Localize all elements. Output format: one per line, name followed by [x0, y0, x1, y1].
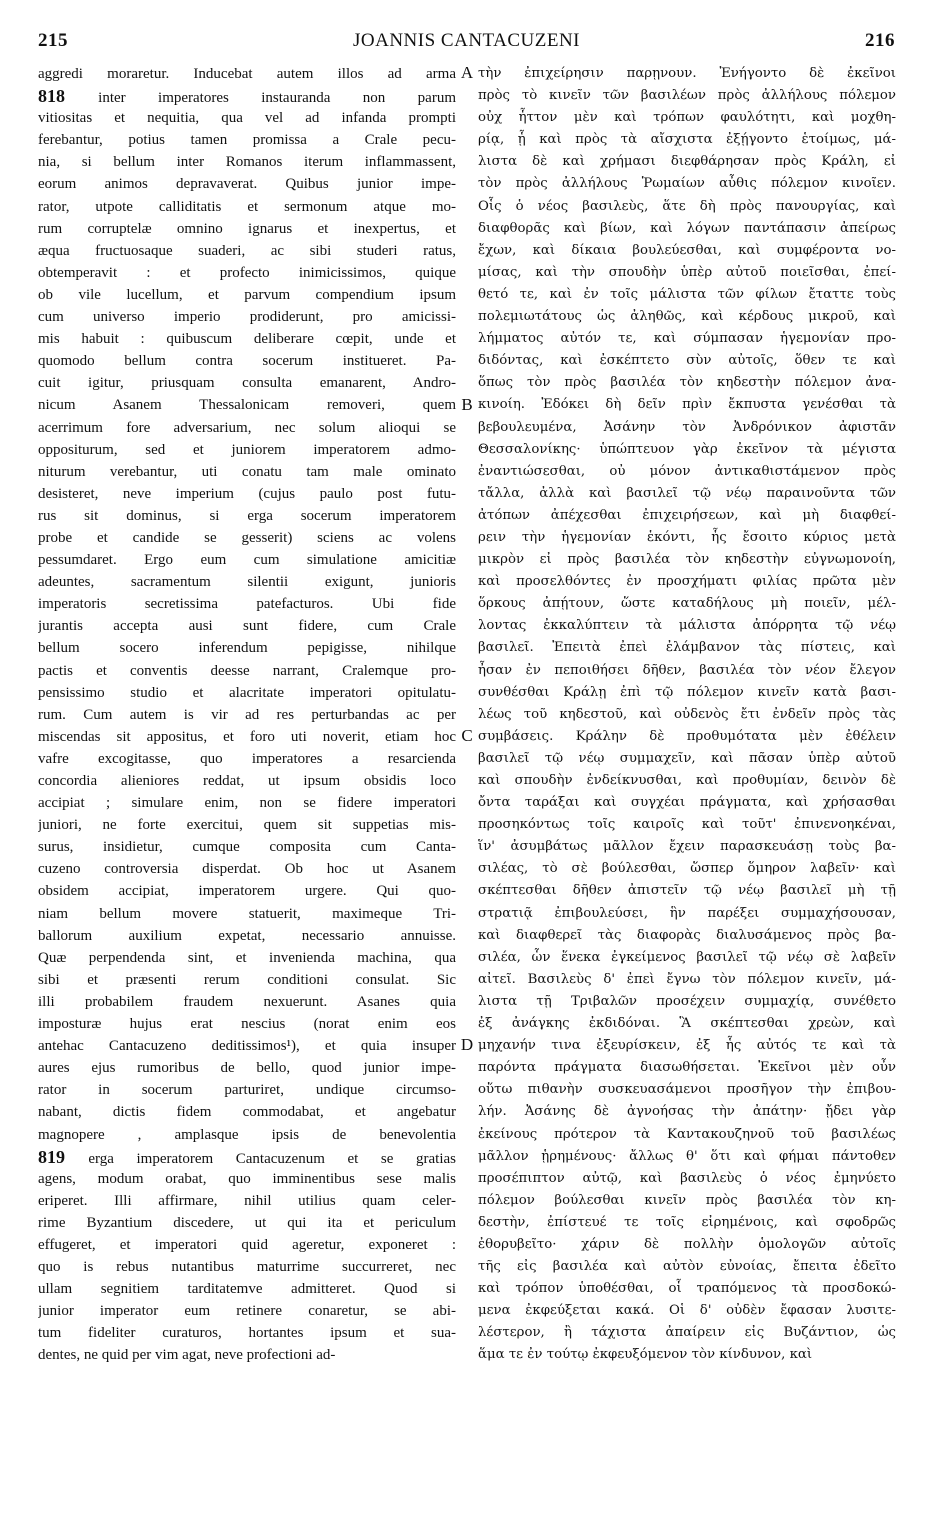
greek-text-line [478, 1168, 896, 1190]
latin-text-line [38, 704, 456, 726]
greek-line-text: σκέπτεσθαι δῆθεν ἀπιστεῖν τῷ νέῳ βασιλεῖ μὴ τῇ [478, 883, 896, 899]
greek-line-text: λέως τοῦ κηδεστοῦ, καὶ οὐδενὸς ἔτι ἐνδεῖν πρὸς τὰς [478, 706, 896, 722]
latin-line-text: illi probabilem fraudem nexuerunt. Asanes quia [38, 993, 456, 1010]
latin-line-text: aures ejus rumoribus de bello, quod junior impe- [38, 1060, 456, 1077]
greek-text-line [478, 1300, 896, 1322]
latin-text-line [38, 1256, 456, 1278]
greek-line-text: ἦσαν ἐν πεποιθήσει δῆθεν, βασιλέα τὸν νέον ἔλεγον [478, 662, 896, 678]
greek-text-line [478, 726, 896, 748]
greek-line-text: προσέπιπτον αὐτῷ, καὶ βασιλεὺς ὁ νέος ἐμηνύετο [478, 1170, 896, 1186]
latin-line-text: niam bellum movere statuerit, maximeque Tri- [38, 905, 456, 922]
latin-text-line [38, 1035, 456, 1057]
greek-line-text: λιστα τῇ Τριβαλῶν προσέχειν συμμαχίᾳ, συνέθετο [478, 993, 896, 1009]
latin-line-text: aggredi moraretur. Inducebat autem illos ad arma [38, 66, 456, 82]
latin-text-line [38, 1322, 456, 1344]
latin-line-text: ferebantur, potius tamen promissa a Crale pecu- [38, 132, 456, 149]
greek-text-line [478, 527, 896, 549]
greek-line-text: συνθέσθαι Κράλῃ ἐπὶ τῷ πόλεμον κινεῖν κατὰ βασι- [478, 684, 896, 700]
greek-line-text: ἐξ ἀνάγκης ἐκδιδόναι. Ἃ σκέπτεσθαι χρεὼν, καὶ [478, 1016, 896, 1032]
greek-line-text: ὄντα ταράξαι καὶ συγχέαι πράγματα, καὶ χρήσασθαι [478, 795, 896, 811]
greek-text-line [478, 770, 896, 792]
greek-line-text: κινοίη. Ἐδόκει δὴ δεῖν πρὶν ἔκπυστα γενέσθαι τὰ [478, 397, 896, 413]
greek-text-line [478, 1057, 896, 1079]
latin-text-line [38, 571, 456, 593]
greek-text-line [478, 925, 896, 947]
latin-line-text: jurantis accepta ausi sunt fidere, cum Crale [38, 618, 456, 635]
latin-text-line [38, 593, 456, 615]
latin-line-text: quo is rebus nutantibus maturrime succurreret, nec [38, 1259, 456, 1276]
greek-text-line [478, 814, 896, 836]
latin-text-line [38, 85, 456, 107]
greek-text-line [478, 947, 896, 969]
latin-line-text: effugeret, et imperatori quid ageretur, exponeret : [38, 1236, 456, 1253]
line-number: 819 [38, 1146, 89, 1167]
greek-line-text: ἐκείνους πρότερον τὰ Καντακουζηνοῦ τοῦ βασιλέως [478, 1126, 896, 1142]
greek-line-text: μᾶλλον ᾑρημένους· ἄλλως θ' ὅτι καὶ φήμαι πάντοθεν [478, 1148, 896, 1164]
latin-line-text: pactis et conventis deesse narrant, Cralemque pro- [38, 662, 456, 679]
latin-line-text: sibi et præsenti rerum conditioni consulat. Sic [38, 971, 456, 988]
latin-text-line [38, 63, 456, 85]
greek-line-text: καὶ σπουδὴν ἐνδείκνυσθαι, καὶ προθυμίαν, δεινὸν δὲ [478, 773, 896, 788]
greek-text-line [478, 1013, 896, 1035]
greek-line-text: ἔχων, καὶ δίκαια βουλεύεσθαι, καὶ συμφέροντα νο- [478, 242, 896, 258]
latin-line-text: rator in socerum parturiret, undique circumso- [38, 1082, 456, 1099]
greek-line-text: συμβάσεις. Κράλην δὲ προθυμότατα μὲν ἐθέλειν [478, 728, 896, 744]
greek-line-text: λήν. Ἀσάνης δὲ ἀγνοήσας τὴν ἀπάτην· ᾔδει γὰρ [478, 1104, 896, 1120]
greek-text-line [478, 63, 896, 85]
greek-line-text: πρὸς τὸ κινεῖν τῶν βασιλέων πρὸς ἀλλήλους πόλεμον [478, 88, 896, 104]
greek-line-text: οὕτω πιθανὴν συσκευασάμενοι προσῆγον τὴν ἐπιβου- [478, 1082, 896, 1098]
greek-text-line [478, 615, 896, 637]
line-number: 818 [38, 86, 99, 107]
greek-line-text: λιστα δὲ καὶ χρήμασι διεφθάρησαν πρὸς Κράλη, εἰ [478, 154, 896, 170]
latin-text-line [38, 1013, 456, 1035]
latin-text-line [38, 792, 456, 814]
greek-text-line [478, 1035, 896, 1057]
latin-text-line [38, 770, 456, 792]
latin-line-text: imposturæ hujus erat nescius (norat enim eos [38, 1016, 456, 1033]
latin-text-line [38, 682, 456, 704]
greek-line-text: διδόντας, καὶ ἐσκέπτετο σὺν αὐτοῖς, ὅθεν τε καὶ [478, 353, 896, 369]
greek-text-line [478, 1101, 896, 1123]
latin-text-line [38, 328, 456, 350]
latin-text-line [38, 858, 456, 880]
latin-text-line [38, 107, 456, 129]
greek-text-line [478, 107, 896, 129]
greek-line-text: λέστερον, ἢ τάχιστα ἀπαίρειν εἰς Βυζάντιον, ὡς [478, 1325, 896, 1341]
greek-line-text: μηχανήν τινα ἐξευρίσκειν, ἐξ ἧς αὐτός τε καὶ τὰ [478, 1038, 896, 1054]
latin-line-text: rum corruptelæ omnino ignarus et inexpertus, et [38, 220, 456, 237]
greek-text-line [478, 792, 896, 814]
latin-text-line [38, 1344, 456, 1366]
greek-text-line [478, 637, 896, 659]
greek-line-text: διαφθορᾶς καὶ βίων, καὶ λόγων παντάπασιν ἀπείρως [478, 220, 896, 236]
latin-line-text: probe et candide se gesserit) sciens ac volens [38, 529, 456, 546]
greek-line-text: θετό τε, καὶ ἐν τοῖς μάλιστα τῶν φίλων ἔταττε τοὺς [478, 286, 896, 302]
latin-text-line [38, 1278, 456, 1300]
latin-line-text: inter imperatores instauranda non parum [98, 90, 456, 107]
latin-line-text: dentes, ne quid per vim agat, neve profectioni ad- [38, 1347, 336, 1364]
greek-text-line [478, 151, 896, 173]
latin-column [38, 63, 456, 1367]
greek-line-text: αἰτεῖ. Βασιλεὺς δ' ἐπεὶ ἔγνω τὸν πόλεμον κινεῖν, μά- [478, 971, 896, 987]
latin-text-line [38, 240, 456, 262]
greek-text-line [478, 284, 896, 306]
latin-line-text: eorum animos depravaverat. Quibus junior impe- [38, 176, 456, 193]
greek-text-line [478, 483, 896, 505]
latin-text-line [38, 1146, 456, 1168]
greek-line-text: ρειν τὴν ἡγεμονίαν ἑκόντι, ἧς ἔσοιτο κύριος μετὰ [478, 529, 896, 545]
greek-text-line [478, 262, 896, 284]
latin-line-text: tum fideliter curaturos, hortantes ipsum et sua- [38, 1325, 456, 1342]
greek-line-text: στρατιᾷ ἐπιβουλεύσει, ἣν παρέξει συμμαχήσουσαν, [478, 905, 896, 921]
greek-text-line [478, 1079, 896, 1101]
greek-text-line [478, 85, 896, 107]
latin-line-text: agens, modum orabat, quo imminentibus sese malis [38, 1170, 456, 1187]
latin-text-line [38, 637, 456, 659]
greek-text-line [478, 1124, 896, 1146]
greek-line-text: σιλέα, ὧν ἕνεκα ἐγκείμενος βασιλεῖ τῷ νέῳ σὲ λαβεῖν [478, 949, 896, 965]
latin-line-text: imperatoris secretissima patefacturos. Ubi fide [38, 596, 456, 613]
greek-text-line [478, 682, 896, 704]
latin-line-text: desisteret, neve imperium (cujus paulo post futu- [38, 485, 456, 502]
latin-text-line [38, 1300, 456, 1322]
greek-text-line [478, 880, 896, 902]
latin-text-line [38, 660, 456, 682]
latin-text-line [38, 394, 456, 416]
greek-line-text: ὅπως τὸν πρὸς βασιλέα τὸν κηδεστὴν πόλεμον ἀνα- [478, 375, 896, 391]
section-marker: D [460, 1035, 474, 1055]
latin-line-text: nicum Asanem Thessalonicam removeri, quem [38, 397, 456, 414]
greek-text-line [478, 173, 896, 195]
latin-text-line [38, 262, 456, 284]
latin-line-text: ob vile lucellum, et parvum compendium ipsum [38, 286, 456, 303]
latin-line-text: obtemperavit : et profecto inimicissimos, quique [38, 264, 456, 281]
section-marker: B [461, 394, 473, 414]
latin-text-line [38, 350, 456, 372]
greek-text-line [478, 1278, 896, 1300]
latin-line-text: vafre excogitasse, quo imperatores a resarcienda [38, 750, 456, 767]
greek-text-line [478, 417, 896, 439]
greek-text-line [478, 1256, 896, 1278]
greek-text-line [478, 1212, 896, 1234]
latin-text-line [38, 196, 456, 218]
latin-line-text: cum universo imperio prodiderunt, pro amicissi- [38, 309, 456, 326]
greek-line-text: ὅρκους ἀπῄτουν, ὥστε καταδήλους μὴ ποιεῖν, μέλ- [478, 596, 896, 612]
latin-line-text: æqua fructuosaque suaderi, ac sibi studeri ratus, [38, 242, 456, 259]
latin-line-text: rus sit dominus, si erga socerum imperatorem [38, 507, 456, 524]
latin-line-text: eriperet. Illi affirmare, nihil utilius quam celer- [38, 1192, 456, 1209]
latin-line-text: vitiositas et nequitia, qua vel ad infanda prompti [38, 110, 456, 127]
latin-line-text: Quæ perpendenda sint, et invenienda machina, qua [38, 949, 456, 966]
greek-line-text: τῆς εἰς βασιλέα καὶ αὐτὸν εὐνοίας, ἔπειτα ἐδεῖτο [478, 1259, 896, 1275]
greek-line-text: βασιλεῖ. Ἐπειτὰ ἐπεὶ ἐλάμβανον τὰς πίστεις, καὶ [478, 640, 896, 656]
page-header [38, 30, 895, 60]
latin-line-text: pensissimo studio et alacritate imperatori opitulatu- [38, 684, 456, 701]
latin-text-line [38, 903, 456, 925]
latin-line-text: oppositurum, sed et juniorem imperatorem admo- [38, 441, 456, 458]
greek-text-line [478, 461, 896, 483]
greek-line-text: οὐχ ἧττον μὲν καὶ τρόπων φαυλότητι, καὶ μοχθη- [478, 110, 896, 126]
latin-line-text: accipiat ; simulare enim, non se fidere imperatori [38, 795, 456, 812]
latin-line-text: cuzeno controversia disperdat. Ob hoc ut Asanem [38, 861, 456, 878]
greek-text-line [478, 1344, 896, 1366]
greek-text-line [478, 836, 896, 858]
greek-line-text: καὶ τρόπον ὑποθέσθαι, οἷ τραπόμενος τὰ προσδοκώ- [478, 1281, 896, 1297]
greek-line-text: μενα ἐκφεύξεται κακά. Οἱ δ' οὐδὲν ἔφασαν λυσιτε- [478, 1303, 896, 1319]
latin-line-text: mis habuit : quibuscum deliberare cœpit, unde et [38, 331, 456, 348]
latin-line-text: juniori, ne forte exercitui, quem sit suppetias mis- [38, 817, 456, 834]
greek-text-line [478, 593, 896, 615]
latin-text-line [38, 483, 456, 505]
latin-text-line [38, 991, 456, 1013]
latin-text-line [38, 284, 456, 306]
latin-line-text: adeuntes, sacramentum silentii exigunt, junioris [38, 574, 456, 591]
greek-text-line [478, 218, 896, 240]
greek-line-text: καὶ διαφθερεῖ τὰς διαφορὰς διαλυσάμενος πρὸς βα- [478, 927, 896, 943]
greek-line-text: μίσας, καὶ τὴν σπουδὴν ὑπὲρ αὐτοῦ ποιεῖσθαι, ἐπεί- [478, 264, 896, 280]
greek-line-text: τὸν πρὸς ἀλλήλους Ῥωμαίων αὖθις πόλεμον κινοῖεν. [478, 176, 896, 192]
latin-text-line [38, 549, 456, 571]
latin-line-text: surus, insidietur, cumque composita cum Canta- [38, 839, 456, 856]
greek-line-text: προσηκόντως τοῖς καιροῖς καὶ τοῦτ' ἐπινενοηκέναι, [478, 817, 896, 833]
latin-text-line [38, 947, 456, 969]
latin-text-line [38, 439, 456, 461]
latin-text-line [38, 129, 456, 151]
latin-line-text: obsidem accipiat, imperatorem urgere. Qui quo- [38, 883, 456, 900]
greek-line-text: ἐθορυβεῖτο· χάριν δὲ πολλὴν ὁμολογῶν αὐτοῖς [478, 1236, 896, 1252]
latin-text-line [38, 1079, 456, 1101]
latin-text-line [38, 1212, 456, 1234]
latin-line-text: rime Byzantium discedere, ut qui ita et periculum [38, 1214, 456, 1231]
latin-text-line [38, 372, 456, 394]
greek-text-line [478, 129, 896, 151]
latin-text-line [38, 836, 456, 858]
greek-line-text: ρίᾳ, ᾗ καὶ πρὸς τὰ αἴσχιστα ἐξῄγοντο ἑτοίμως, μά- [478, 132, 896, 148]
latin-line-text: nia, si bellum inter Romanos iterum inflammassent, [38, 154, 456, 171]
greek-line-text: καὶ προσελθόντες ἐν προσχήματι φιλίας πρῶτα μὲν [478, 574, 896, 590]
latin-text-line [38, 880, 456, 902]
latin-line-text: erga imperatorem Cantacuzenum et se gratias [88, 1150, 456, 1167]
latin-line-text: quomodo bellum contra socerum institueret. Pa- [38, 353, 456, 370]
greek-text-line [478, 505, 896, 527]
latin-text-line [38, 1234, 456, 1256]
greek-text-line [478, 196, 896, 218]
greek-line-text: ἅμα τε ἐν τούτῳ ἐκφευξόμενον τὸν κίνδυνον, καὶ [478, 1347, 813, 1363]
greek-line-text: σιλέας, τὸ σὲ βούλεσθαι, ὥσπερ ὅμηρον λαβεῖν· καὶ [478, 861, 896, 877]
greek-line-text: ἀτόπων ἀπέχεσθαι ἐπιχειρήσεων, καὶ μὴ διαφθεί- [478, 507, 896, 523]
greek-text-line [478, 903, 896, 925]
greek-line-text: δεστὴν, ἐπίστευέ τε τοῖς εἰρημένοις, καὶ σφοδρῶς [478, 1214, 896, 1230]
latin-text-line [38, 505, 456, 527]
latin-line-text: cuit igitur, priusquam consulta emanarent, Andro- [38, 375, 456, 392]
greek-text-line [478, 571, 896, 593]
latin-text-line [38, 527, 456, 549]
page-number-left: 215 [38, 30, 68, 51]
latin-text-line [38, 814, 456, 836]
latin-line-text: niturum verebantur, uti conatu tam male ominato [38, 463, 456, 480]
latin-line-text: pessumdaret. Ergo eum cum simulatione amicitiæ [38, 552, 456, 569]
greek-text-line [478, 394, 896, 416]
latin-line-text: magnopere , amplasque ipsis de benevolentia [38, 1126, 456, 1143]
greek-line-text: μικρὸν εἰ πρὸς βασιλέα τὸν κηδεστὴν εὐγνωμονοίη, [478, 552, 896, 568]
greek-text-line [478, 1234, 896, 1256]
latin-text-line [38, 1124, 456, 1146]
latin-line-text: ullam segnitiem tarditatemve admitteret. Quod si [38, 1281, 456, 1298]
latin-line-text: nabant, dictis fidem commodabat, et angebatur [38, 1104, 456, 1121]
greek-line-text: παρόντα πράγματα διασωθήσεται. Ἐκεῖνοι μὲν οὖν [478, 1060, 896, 1076]
greek-line-text: τὴν ἐπιχείρησιν παρῃνουν. Ἐνήγοντο δὲ ἐκεῖνοι [478, 66, 896, 81]
section-marker: A [460, 63, 474, 82]
latin-line-text: ballorum auxilium expetat, necessario annuisse. [38, 927, 456, 944]
latin-text-line [38, 969, 456, 991]
greek-line-text: βεβουλευμένα, Ἀσάνην τὸν Ἀνδρόνικον ἀφιστᾶν [478, 419, 896, 435]
greek-line-text: ἵν' ἀσυμβάτως μᾶλλον ἔχειν παρασκευάσῃ τοὺς βα- [478, 839, 896, 855]
latin-text-line [38, 1057, 456, 1079]
latin-text-line [38, 615, 456, 637]
latin-text-line [38, 151, 456, 173]
latin-text-line [38, 417, 456, 439]
greek-line-text: τἄλλα, ἀλλὰ καὶ βασιλεῖ τῷ νέῳ παραινοῦντα τῶν [478, 485, 896, 501]
latin-text-line [38, 748, 456, 770]
greek-text-line [478, 991, 896, 1013]
latin-text-line [38, 173, 456, 195]
running-title: JOANNIS CANTACUZENI [353, 30, 580, 51]
greek-line-text: πόλεμον βούλεσθαι κινεῖν πρὸς βασιλέα τὸν κη- [478, 1192, 896, 1208]
greek-text-line [478, 1322, 896, 1344]
greek-line-text: βασιλεῖ τῷ νέῳ συμμαχεῖν, καὶ πᾶσαν ὑπὲρ αὐτοῦ [478, 750, 896, 766]
greek-column [478, 63, 896, 1367]
latin-text-line [38, 1190, 456, 1212]
greek-text-line [478, 240, 896, 262]
greek-line-text: ἐναντιώσεσθαι, οὐ μόνον ἀντικαθιστάμενον πρὸς [478, 463, 896, 479]
latin-line-text: acerrimum fore adversarium, nec solum alioqui se [38, 419, 456, 436]
greek-text-line [478, 350, 896, 372]
greek-text-line [478, 1146, 896, 1168]
greek-line-text: πολεμιωτάτους ὡς ἀληθῶς, καὶ κέρδους μικροῦ, καὶ [478, 309, 896, 325]
latin-text-line [38, 461, 456, 483]
latin-text-line [38, 306, 456, 328]
latin-text-line [38, 1168, 456, 1190]
greek-text-line [478, 858, 896, 880]
latin-line-text: antehac Cantacuzeno deditissimos¹), et quia insuper [38, 1038, 456, 1055]
greek-line-text: Οἷς ὁ νέος βασιλεὺς, ἅτε δὴ πρὸς πανουργίας, καὶ [478, 198, 896, 214]
greek-text-line [478, 704, 896, 726]
greek-line-text: λήμματος αὐτόν τε, καὶ σύμπασαν ἡγεμονίαν προ- [478, 331, 896, 347]
greek-line-text: Θεσσαλονίκης· ὑπώπτευον γὰρ ἐκεῖνον τὰ μέγιστα [478, 441, 896, 457]
latin-text-line [38, 726, 456, 748]
latin-text-line [38, 218, 456, 240]
greek-text-line [478, 969, 896, 991]
latin-line-text: rum. Cum autem is vir ad res perturbandas ac per [38, 706, 456, 723]
greek-text-line [478, 549, 896, 571]
greek-text-line [478, 439, 896, 461]
greek-line-text: λοντας ἐκκαλύπτειν τὰ μάλιστα ἀπόρρητα τῷ νέῳ [478, 618, 896, 634]
latin-line-text: junior imperator eum retinere conaretur, se abi- [38, 1303, 456, 1320]
greek-text-line [478, 1190, 896, 1212]
page-number-right: 216 [865, 30, 895, 51]
latin-text-line [38, 925, 456, 947]
latin-line-text: miscendas sit appositus, et foro uti noverit, etiam hoc [38, 728, 456, 745]
latin-line-text: rator, utpote calliditatis et sermonum atque mo- [38, 198, 456, 215]
greek-text-line [478, 328, 896, 350]
latin-line-text: bellum socero inferendum pepigisse, nihilque [38, 640, 456, 657]
greek-text-line [478, 372, 896, 394]
latin-line-text: concordia alieniores reddat, ut ipsum obsidis loco [38, 773, 456, 789]
greek-text-line [478, 660, 896, 682]
greek-text-line [478, 306, 896, 328]
greek-text-line [478, 748, 896, 770]
latin-text-line [38, 1101, 456, 1123]
section-marker: C [461, 726, 473, 745]
